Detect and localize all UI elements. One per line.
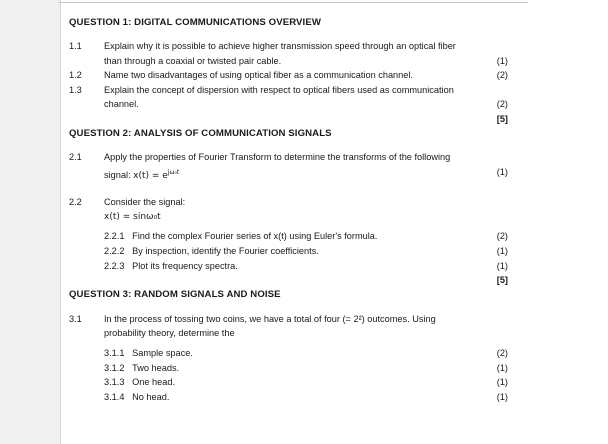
q2-2-3-item: 2.2.3 Plot its frequency spectra. bbox=[104, 261, 238, 271]
q2-1-number: 2.1 bbox=[69, 152, 82, 162]
q3-heading: QUESTION 3: RANDOM SIGNALS AND NOISE bbox=[69, 289, 281, 300]
q3-1-2-marks: (1) bbox=[496, 363, 508, 373]
q3-1-4-marks: (1) bbox=[496, 392, 508, 402]
q2-1-text-line2 bbox=[104, 167, 179, 182]
q2-2-3-marks: (1) bbox=[496, 261, 508, 271]
q1-1-number: 1.1 bbox=[69, 41, 82, 51]
q1-3-text-line2: channel. bbox=[104, 99, 139, 109]
q3-1-text-line1: In the process of tossing two coins, we have a total of four (= 2²) outcomes. Using bbox=[104, 314, 436, 324]
q1-heading: QUESTION 1: DIGITAL COMMUNICATIONS OVERVIEW bbox=[69, 17, 321, 28]
q1-2-text: Name two disadvantages of using optical fiber as a communication channel. bbox=[104, 70, 413, 80]
q1-total: [5] bbox=[496, 114, 508, 124]
q2-1-marks: (1) bbox=[496, 167, 508, 177]
q1-2-marks: (2) bbox=[496, 70, 508, 80]
q1-3-number: 1.3 bbox=[69, 85, 82, 95]
q2-1-signal-label: signal: bbox=[104, 170, 131, 180]
q3-1-3-item: 3.1.3 One head. bbox=[104, 377, 176, 387]
q1-3-marks: (2) bbox=[496, 99, 508, 109]
q1-1-text-line1: Explain why it is possible to achieve higher transmission speed through an optical fiber bbox=[104, 41, 456, 51]
q2-2-1-marks: (2) bbox=[496, 231, 508, 241]
q2-2-intro: Consider the signal: bbox=[104, 197, 186, 207]
q3-1-1-item: 3.1.1 Sample space. bbox=[104, 348, 193, 358]
q2-total: [5] bbox=[496, 275, 508, 285]
q2-1-text-line1: Apply the properties of Fourier Transform to determine the transforms of the following bbox=[104, 152, 451, 162]
q2-1-exponent: jω₀t bbox=[167, 169, 180, 176]
q3-1-text-line2: probability theory, determine the bbox=[104, 328, 235, 338]
q3-1-2-item: 3.1.2 Two heads. bbox=[104, 363, 180, 373]
q2-1-formula: $x(t) = e^{j\omega_0t}$ bbox=[133, 169, 180, 181]
q3-1-1-marks: (2) bbox=[496, 348, 508, 358]
q1-2-number: 1.2 bbox=[69, 70, 82, 80]
q1-3-text-line1: Explain the concept of dispersion with respect to optical fibers used as communication bbox=[104, 85, 454, 95]
q2-2-formula: x(t) = sinω₀t bbox=[104, 212, 161, 222]
q2-2-number: 2.2 bbox=[69, 197, 82, 207]
q1-1-text-line2: than through a coaxial or twisted pair cable. bbox=[104, 56, 282, 66]
q1-1-marks: (1) bbox=[496, 56, 508, 66]
q2-2-1-item: 2.2.1 Find the complex Fourier series of x(t) using Euler's formula. bbox=[104, 231, 378, 241]
q3-1-4-item: 3.1.4 No head. bbox=[104, 392, 170, 402]
q2-heading: QUESTION 2: ANALYSIS OF COMMUNICATION SIGNALS bbox=[69, 128, 332, 139]
q2-2-2-marks: (1) bbox=[496, 246, 508, 256]
q3-1-number: 3.1 bbox=[69, 314, 82, 324]
q2-2-2-item: 2.2.2 By inspection, identify the Fourier coefficients. bbox=[104, 246, 319, 256]
page-top-border bbox=[58, 2, 528, 3]
q3-1-3-marks: (1) bbox=[496, 377, 508, 387]
